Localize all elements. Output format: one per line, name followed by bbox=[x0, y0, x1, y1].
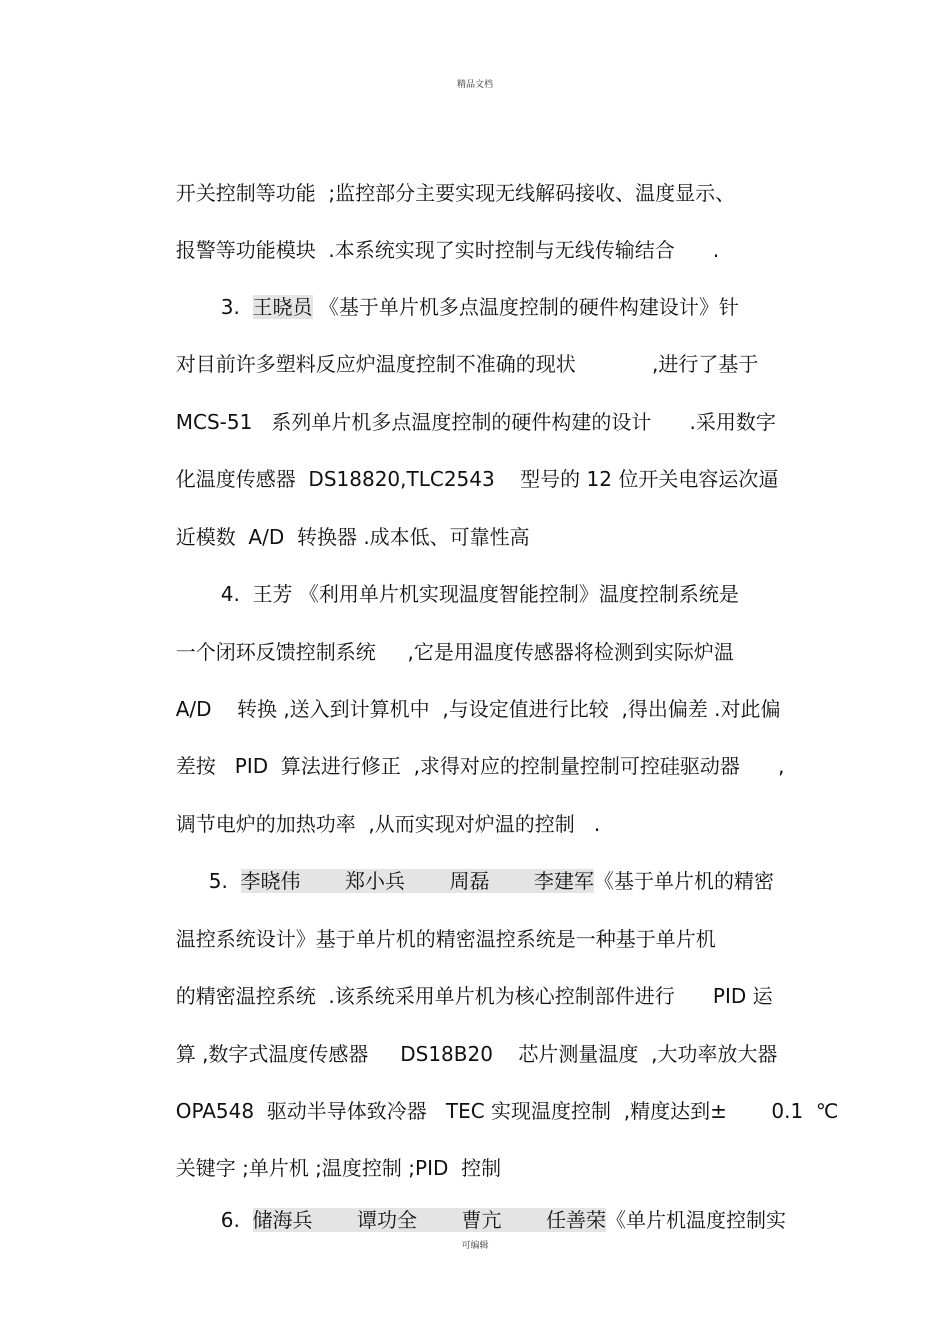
line-text: 《基于单片机多点温度控制的硬件构建设计》针 bbox=[312, 295, 739, 319]
line-text: 算 ,数字式温度传感器 DS18B20 芯片测量温度 ,大功率放大器 bbox=[175, 1042, 778, 1066]
highlighted-author: 李晓伟 郑小兵 周磊 李建军 bbox=[240, 869, 595, 893]
line-text: 《单片机温度控制实 bbox=[606, 1208, 787, 1232]
line-text: 的精密温控系统 .该系统采用单片机为核心控制部件进行 PID 运 bbox=[175, 984, 773, 1008]
line-text: MCS-51 系列单片机多点温度控制的硬件构建的设计 .采用数字 bbox=[175, 410, 776, 434]
line-text: 一个闭环反馈控制系统 ,它是用温度传感器将检测到实际炉温 bbox=[175, 640, 734, 664]
text-line bbox=[163, 154, 735, 206]
text-line bbox=[163, 1129, 501, 1181]
text-line bbox=[163, 325, 758, 377]
text-line bbox=[163, 440, 778, 492]
reference-number: 6. bbox=[220, 1208, 253, 1232]
text-line bbox=[163, 900, 716, 952]
reference-line bbox=[196, 842, 774, 894]
page-footer: 可编辑 bbox=[461, 1241, 489, 1251]
text-line bbox=[163, 727, 784, 779]
line-text: 报警等功能模块 .本系统实现了实时控制与无线传输结合 . bbox=[175, 238, 720, 262]
text-line bbox=[163, 211, 719, 263]
text-line bbox=[163, 670, 781, 722]
line-text: OPA548 驱动半导体致冷器 TEC 实现温度控制 ,精度达到± 0.1 ℃ bbox=[175, 1099, 839, 1123]
line-text: A/D 转换 ,送入到计算机中 ,与设定值进行比较 ,得出偏差 .对此偏 bbox=[175, 697, 781, 721]
text-line bbox=[163, 613, 734, 665]
reference-number: 3. bbox=[220, 295, 253, 319]
reference-number: 5. bbox=[208, 869, 241, 893]
line-text: 温控系统设计》基于单片机的精密温控系统是一种基于单片机 bbox=[175, 927, 716, 951]
text-line bbox=[163, 498, 530, 550]
text-line bbox=[163, 1072, 838, 1124]
line-text: 《基于单片机的精密 bbox=[594, 869, 775, 893]
text-line bbox=[163, 383, 776, 435]
text-line bbox=[163, 785, 600, 837]
line-text: 开关控制等功能 ;监控部分主要实现无线解码接收、温度显示、 bbox=[175, 181, 736, 205]
line-text: 4. 王芳 《利用单片机实现温度智能控制》温度控制系统是 bbox=[220, 582, 739, 606]
line-text: 近模数 A/D 转换器 .成本低、可靠性高 bbox=[175, 525, 530, 549]
line-text: 关键字 ;单片机 ;温度控制 ;PID 控制 bbox=[175, 1156, 502, 1180]
reference-line bbox=[208, 555, 739, 607]
page-header: 精品文档 bbox=[456, 80, 493, 90]
reference-line bbox=[208, 268, 739, 320]
line-text: 对目前许多塑料反应炉温度控制不准确的现状 ,进行了基于 bbox=[175, 352, 759, 376]
line-text: 化温度传感器 DS18820,TLC2543 型号的 12 位开关电容运次逼 bbox=[175, 467, 779, 491]
line-text: 差按 PID 算法进行修正 ,求得对应的控制量控制可控硅驱动器 , bbox=[175, 754, 785, 778]
reference-line bbox=[208, 1181, 786, 1233]
text-line bbox=[163, 957, 773, 1009]
highlighted-author: 储海兵 谭功全 曹亢 任善荣 bbox=[252, 1208, 607, 1232]
line-text: 调节电炉的加热功率 ,从而实现对炉温的控制 . bbox=[175, 812, 601, 836]
highlighted-author: 王晓员 bbox=[252, 295, 313, 319]
text-line bbox=[163, 1015, 777, 1067]
